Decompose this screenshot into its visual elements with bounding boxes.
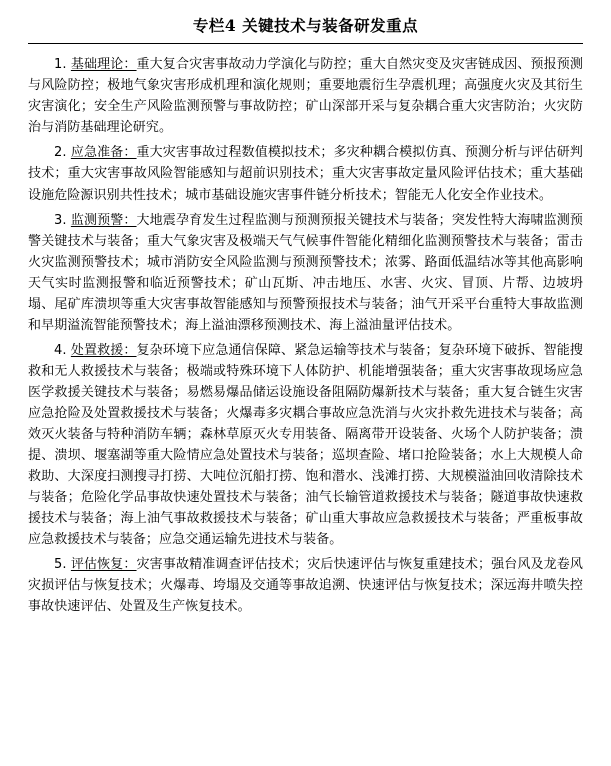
paragraph-body: 灾害事故精准调查评估技术；灾后快速评估与恢复重建技术；强台风及龙卷风灾损评估与恢复技术；火爆毒、垮塌及交通等事故追溯、快速评估与恢复技术；深远海井喷失控事故快速评估、处置及生产恢复技术。 <box>28 557 583 615</box>
paragraph-number: 5. <box>54 557 67 573</box>
paragraph-lead: 处置救援： <box>70 342 137 358</box>
paragraph-number: 3. <box>54 212 67 228</box>
paragraph-5 <box>28 554 583 617</box>
paragraph-lead: 应急准备： <box>70 145 137 161</box>
paragraph-body: 大地震孕育发生过程监测与预测预报关键技术与装备；突发性特大海啸监测预警关键技术与装备；重大气象灾害及极端天气气候事件智能化精细化监测预警技术与装备；雷击火灾监测预警技术；城市消防安全风险监测与预测预警技术；浓雾、路面低温结冰等其他高影响天气实时监测报警和临近预警技术；矿山瓦斯、冲击地压、水害、火灾、冒顶、片帮、边坡坍塌、尾矿库溃坝等重大灾害事故智能感知与预警预报技术与装备；油气开采平台重特大事故监测和早期溢流智能预警技术；海上溢油漂移预测技术、海上溢油量评估技术。 <box>28 212 583 333</box>
paragraph-lead: 基础理论： <box>70 57 137 73</box>
paragraph-body: 重大复合灾害事故动力学演化与防控；重大自然灾变及灾害链成因、预报预测与风险防控；极地气象灾害形成机理和演化规则；重要地震衍生孕震机理；高强度火灾及其衍生灾害演化；安全生产风险监测预警与事故防控；矿山深部开采与复杂耦合重大灾害防治；火灾防治与消防基础理论研究。 <box>28 57 583 136</box>
paragraph-number: 4. <box>54 342 67 358</box>
paragraph-body: 重大灾害事故过程数值模拟技术；多灾种耦合模拟仿真、预测分析与评估研判技术；重大灾害事故风险智能感知与超前识别技术；重大灾害事故定量风险评估技术；重大基础设施危险源识别共性技术；城市基础设施灾害事件链分析技术；智能无人化安全作业技术。 <box>28 145 583 203</box>
paragraph-lead: 评估恢复： <box>70 557 137 573</box>
page-title: 专栏4 关键技术与装备研发重点 <box>192 16 419 35</box>
paragraph-3 <box>28 210 583 336</box>
paragraph-number: 2. <box>54 145 67 161</box>
paragraph-4 <box>28 340 583 550</box>
paragraph-1 <box>28 54 583 138</box>
paragraph-body: 复杂环境下应急通信保障、紧急运输等技术与装备；复杂环境下破拆、智能搜救和无人救援技术与装备；极端或特殊环境下人体防护、机能增强装备；重大灾害事故现场应急医学救援关键技术与装备；易燃易爆品储运设施设备阻隔防爆新技术与装备；重大复合链生灾害应急抢险及处置救援技术与装备；火爆毒多灾耦合事故应急洗消与火灾扑救先进技术与装备；高效灭火装备与特种消防车辆；森林草原灭火专用装备、隔离带开设装备、火场个人防护装备；溃提、溃坝、堰塞湖等重大险情应急处置技术与装备；巡坝查险、堵口抢险装备；水上大规模人命救助、大深度扫测搜寻打捞、大吨位沉船打捞、饱和潜水、浅滩打捞、大规模溢油回收清除技术与装备；危险化学品事故快速处置技术与装备；油气长输管道救援技术与装备；隧道事故快速救援技术与装备；海上油气事故救援技术与装备；矿山重大事故应急救援技术与装备；严重板事故应急救援技术与装备；应急交通运输先进技术与装备。 <box>28 342 583 548</box>
paragraph-number: 1. <box>54 57 67 73</box>
title-divider <box>28 43 583 44</box>
paragraph-2 <box>28 142 583 205</box>
paragraph-lead: 监测预警： <box>70 212 137 228</box>
